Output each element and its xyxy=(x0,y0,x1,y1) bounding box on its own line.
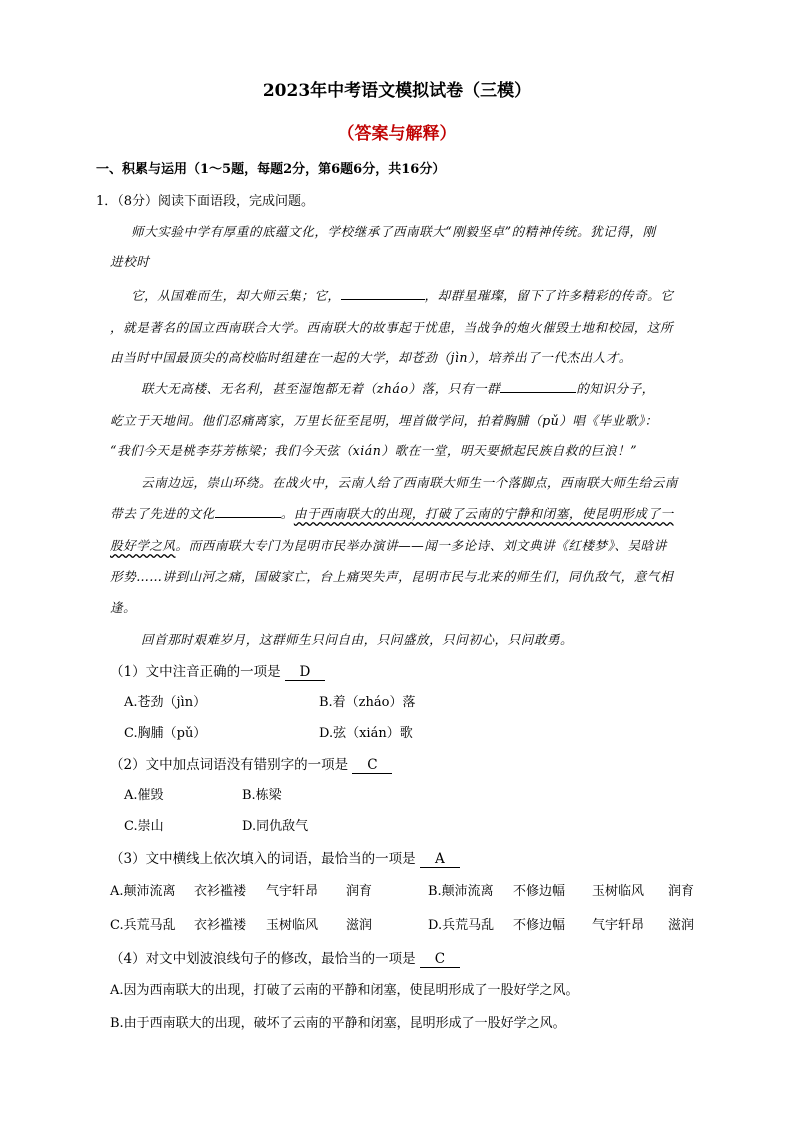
passage-text: 。 xyxy=(280,506,294,521)
option-a-word: 气宇轩昂 xyxy=(266,884,319,899)
page-subtitle: （答案与解释） xyxy=(337,124,457,144)
passage-line: “我们今天是桃李芬芳栋梁；我们今天弦（xián）歌在一堂，明天要掀起民族自救的巨浪！” xyxy=(110,443,638,458)
option-b: B.栋梁 xyxy=(242,788,282,803)
passage-text: 带去了先进的文化 xyxy=(110,506,215,521)
option-c: C.崇山 xyxy=(124,819,164,834)
passage-text: 的知识分子， xyxy=(576,381,655,396)
passage-line: 形势……讲到山河之痛，国破家亡，台上痛哭失声，昆明市民与北来的师生们，同仇敌气，意气相 xyxy=(110,569,674,584)
option-d-word: D.兵荒马乱 xyxy=(428,918,495,933)
option-b-word: 润育 xyxy=(668,884,695,899)
answer-field: C xyxy=(420,951,460,968)
answer-field: D xyxy=(285,664,325,681)
passage-line xyxy=(141,378,655,397)
passage-text: ，却群星璀璨，留下了许多精彩的传奇。它 xyxy=(424,288,674,303)
fill-blank-2 xyxy=(500,378,576,393)
option-a-word: A.颠沛流离 xyxy=(110,884,176,899)
sub-question-1 xyxy=(110,660,325,681)
passage-line: 由当时中国最顶尖的高校临时组建在一起的大学，却苍劲（jìn），培养出了一代杰出人才。 xyxy=(110,350,632,365)
passage-line: ，就是著名的国立西南联合大学。西南联大的故事起于忧患，当战争的炮火催毁土地和校园，这所 xyxy=(110,320,674,335)
passage-text: 它，从国难而生，却大师云集；它， xyxy=(131,288,341,303)
fill-blank-1 xyxy=(341,285,425,300)
option-d: D.同仇敌气 xyxy=(242,819,309,834)
option-c-word: C.兵荒马乱 xyxy=(110,918,176,933)
passage-line xyxy=(110,535,667,554)
option-b-word: 玉树临风 xyxy=(592,884,645,899)
option-b: B.着（zháo）落 xyxy=(319,695,416,710)
sub-question-3 xyxy=(110,847,460,868)
sub-question-4 xyxy=(110,947,460,968)
question-1-stem: 1．（8分）阅读下面语段，完成问题。 xyxy=(96,194,315,209)
passage-line: 屹立于天地间。他们忍痛离家，万里长征至昆明，埋首做学问，拍着胸脯（pǔ）唱《毕业歌》： xyxy=(110,413,658,428)
passage-line: 师大实验中学有厚重的底蕴文化，学校继承了西南联大“刚毅坚卓”的精神传统。犹记得，刚 xyxy=(131,224,656,239)
page-title: 2023年中考语文模拟试卷（三模） xyxy=(262,81,532,101)
passage-line xyxy=(131,285,673,304)
option-c-word: 滋润 xyxy=(346,918,373,933)
answer-field: C xyxy=(352,757,392,774)
fill-blank-3 xyxy=(215,503,281,518)
option-d-word: 不修边幅 xyxy=(513,918,566,933)
sub-question-stem: （2）文中加点词语没有错别字的一项是 xyxy=(110,757,349,773)
option-c-word: 玉树临风 xyxy=(266,918,319,933)
sub-question-2 xyxy=(110,753,392,774)
option-b-word: 不修边幅 xyxy=(513,884,566,899)
option-b: B.由于西南联大的出现，破坏了云南的平静和闭塞，昆明形成了一股好学之风。 xyxy=(110,1016,566,1031)
passage-line: 进校时 xyxy=(110,254,150,269)
answer-field: A xyxy=(420,851,460,868)
option-c: C.胸脯（pǔ） xyxy=(124,726,207,741)
option-a-word: 润育 xyxy=(346,884,373,899)
passage-line: 回首那时艰难岁月，这群师生只问自由，只问盛放，只问初心，只问敢勇。 xyxy=(141,632,574,647)
passage-text: 联大无高楼、无名利，甚至湿饱都无着（zháo）落，只有一群 xyxy=(141,381,501,396)
option-a: A.因为西南联大的出现，打破了云南的平静和闭塞，使昆明形成了一股好学之风。 xyxy=(110,983,579,998)
sub-question-stem: （4）对文中划波浪线句子的修改，最恰当的一项是 xyxy=(110,951,416,967)
section-heading: 一、积累与运用（1～5题，每题2分，第6题6分，共16分） xyxy=(96,162,446,177)
option-a-word: 衣衫褴褛 xyxy=(194,884,247,899)
sub-question-stem: （1）文中注音正确的一项是 xyxy=(110,664,281,680)
option-d-word: 气宇轩昂 xyxy=(592,918,645,933)
option-d-word: 滋润 xyxy=(668,918,695,933)
passage-text: 。而西南联大专门为昆明市民举办演讲——闻一多论诗、刘文典讲《红楼梦》、吴晗讲 xyxy=(175,538,667,553)
passage-line xyxy=(110,503,674,522)
option-b-word: B.颠沛流离 xyxy=(428,884,494,899)
wavy-underlined-sentence: 股好学之风 xyxy=(110,538,176,553)
passage-line: 逢。 xyxy=(110,600,137,615)
option-c-word: 衣衫褴褛 xyxy=(194,918,247,933)
wavy-underlined-sentence: 由于西南联大的出现，打破了云南的宁静和闭塞，使昆明形成了一 xyxy=(293,506,674,521)
passage-line: 云南边远，崇山环绕。在战火中，云南人给了西南联大师生一个落脚点，西南联大师生给云南 xyxy=(141,475,678,490)
option-a: A.催毁 xyxy=(124,788,164,803)
option-d: D.弦（xián）歌 xyxy=(319,726,413,741)
sub-question-stem: （3）文中横线上依次填入的词语，最恰当的一项是 xyxy=(110,851,416,867)
option-a: A.苍劲（jìn） xyxy=(124,695,207,710)
